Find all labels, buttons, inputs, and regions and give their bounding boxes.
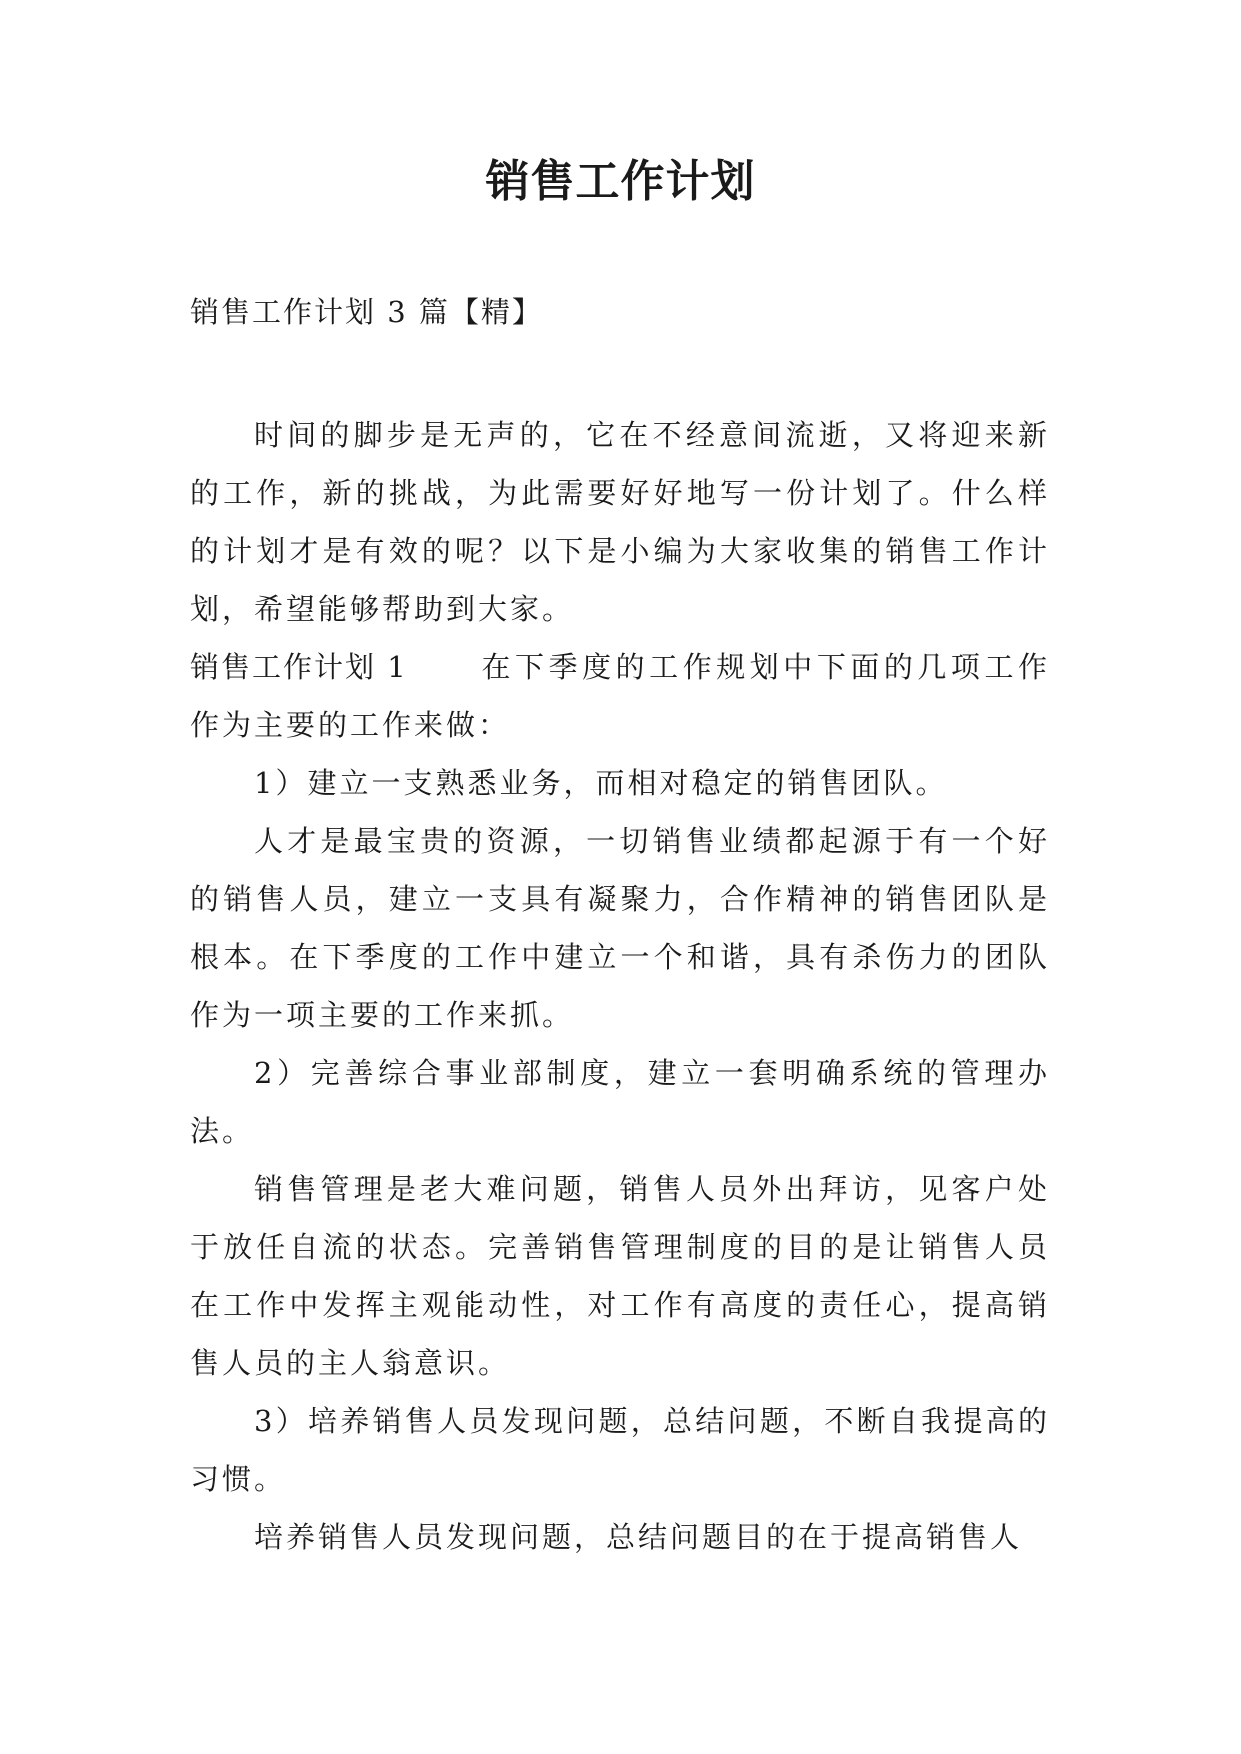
document-title: 销售工作计划 (485, 156, 756, 207)
intro-paragraph: 时间的脚步是无声的，它在不经意间流逝，又将迎来新的工作，新的挑战，为此需要好好地写一份计划了。什么样的计划才是有效的呢？以下是小编为大家收集的销售工作计划，希望能够帮助到大家。 (190, 418, 1050, 626)
section-1-paragraph (190, 638, 1050, 754)
document-body (190, 406, 1050, 1566)
item-3-heading: 3）培养销售人员发现问题，总结问题，不断自我提高的习惯。 (190, 1404, 1050, 1496)
item-1-body: 人才是最宝贵的资源，一切销售业绩都起源于有一个好的销售人员，建立一支具有凝聚力，合作精神的销售团队是根本。在下季度的工作中建立一个和谐，具有杀伤力的团队作为一项主要的工作来抓。 (190, 824, 1050, 1032)
item-2-heading: 2）完善综合事业部制度，建立一套明确系统的管理办法。 (190, 1056, 1050, 1148)
document-subtitle: 销售工作计划 3 篇【精】 (190, 295, 543, 329)
item-2-body: 销售管理是老大难问题，销售人员外出拜访，见客户处于放任自流的状态。完善销售管理制度的目的是让销售人员在工作中发挥主观能动性，对工作有高度的责任心，提高销售人员的主人翁意识。 (190, 1172, 1050, 1380)
section-1-label: 销售工作计划 1 (190, 650, 408, 684)
item-1-heading: 1）建立一支熟悉业务，而相对稳定的销售团队。 (254, 766, 948, 800)
item-3-body: 培养销售人员发现问题，总结问题目的在于提高销售人 (254, 1520, 1023, 1554)
section-1-lead: 在下季度的工作规划中下面的几项工作作为主要的工作来做： (190, 650, 1050, 742)
